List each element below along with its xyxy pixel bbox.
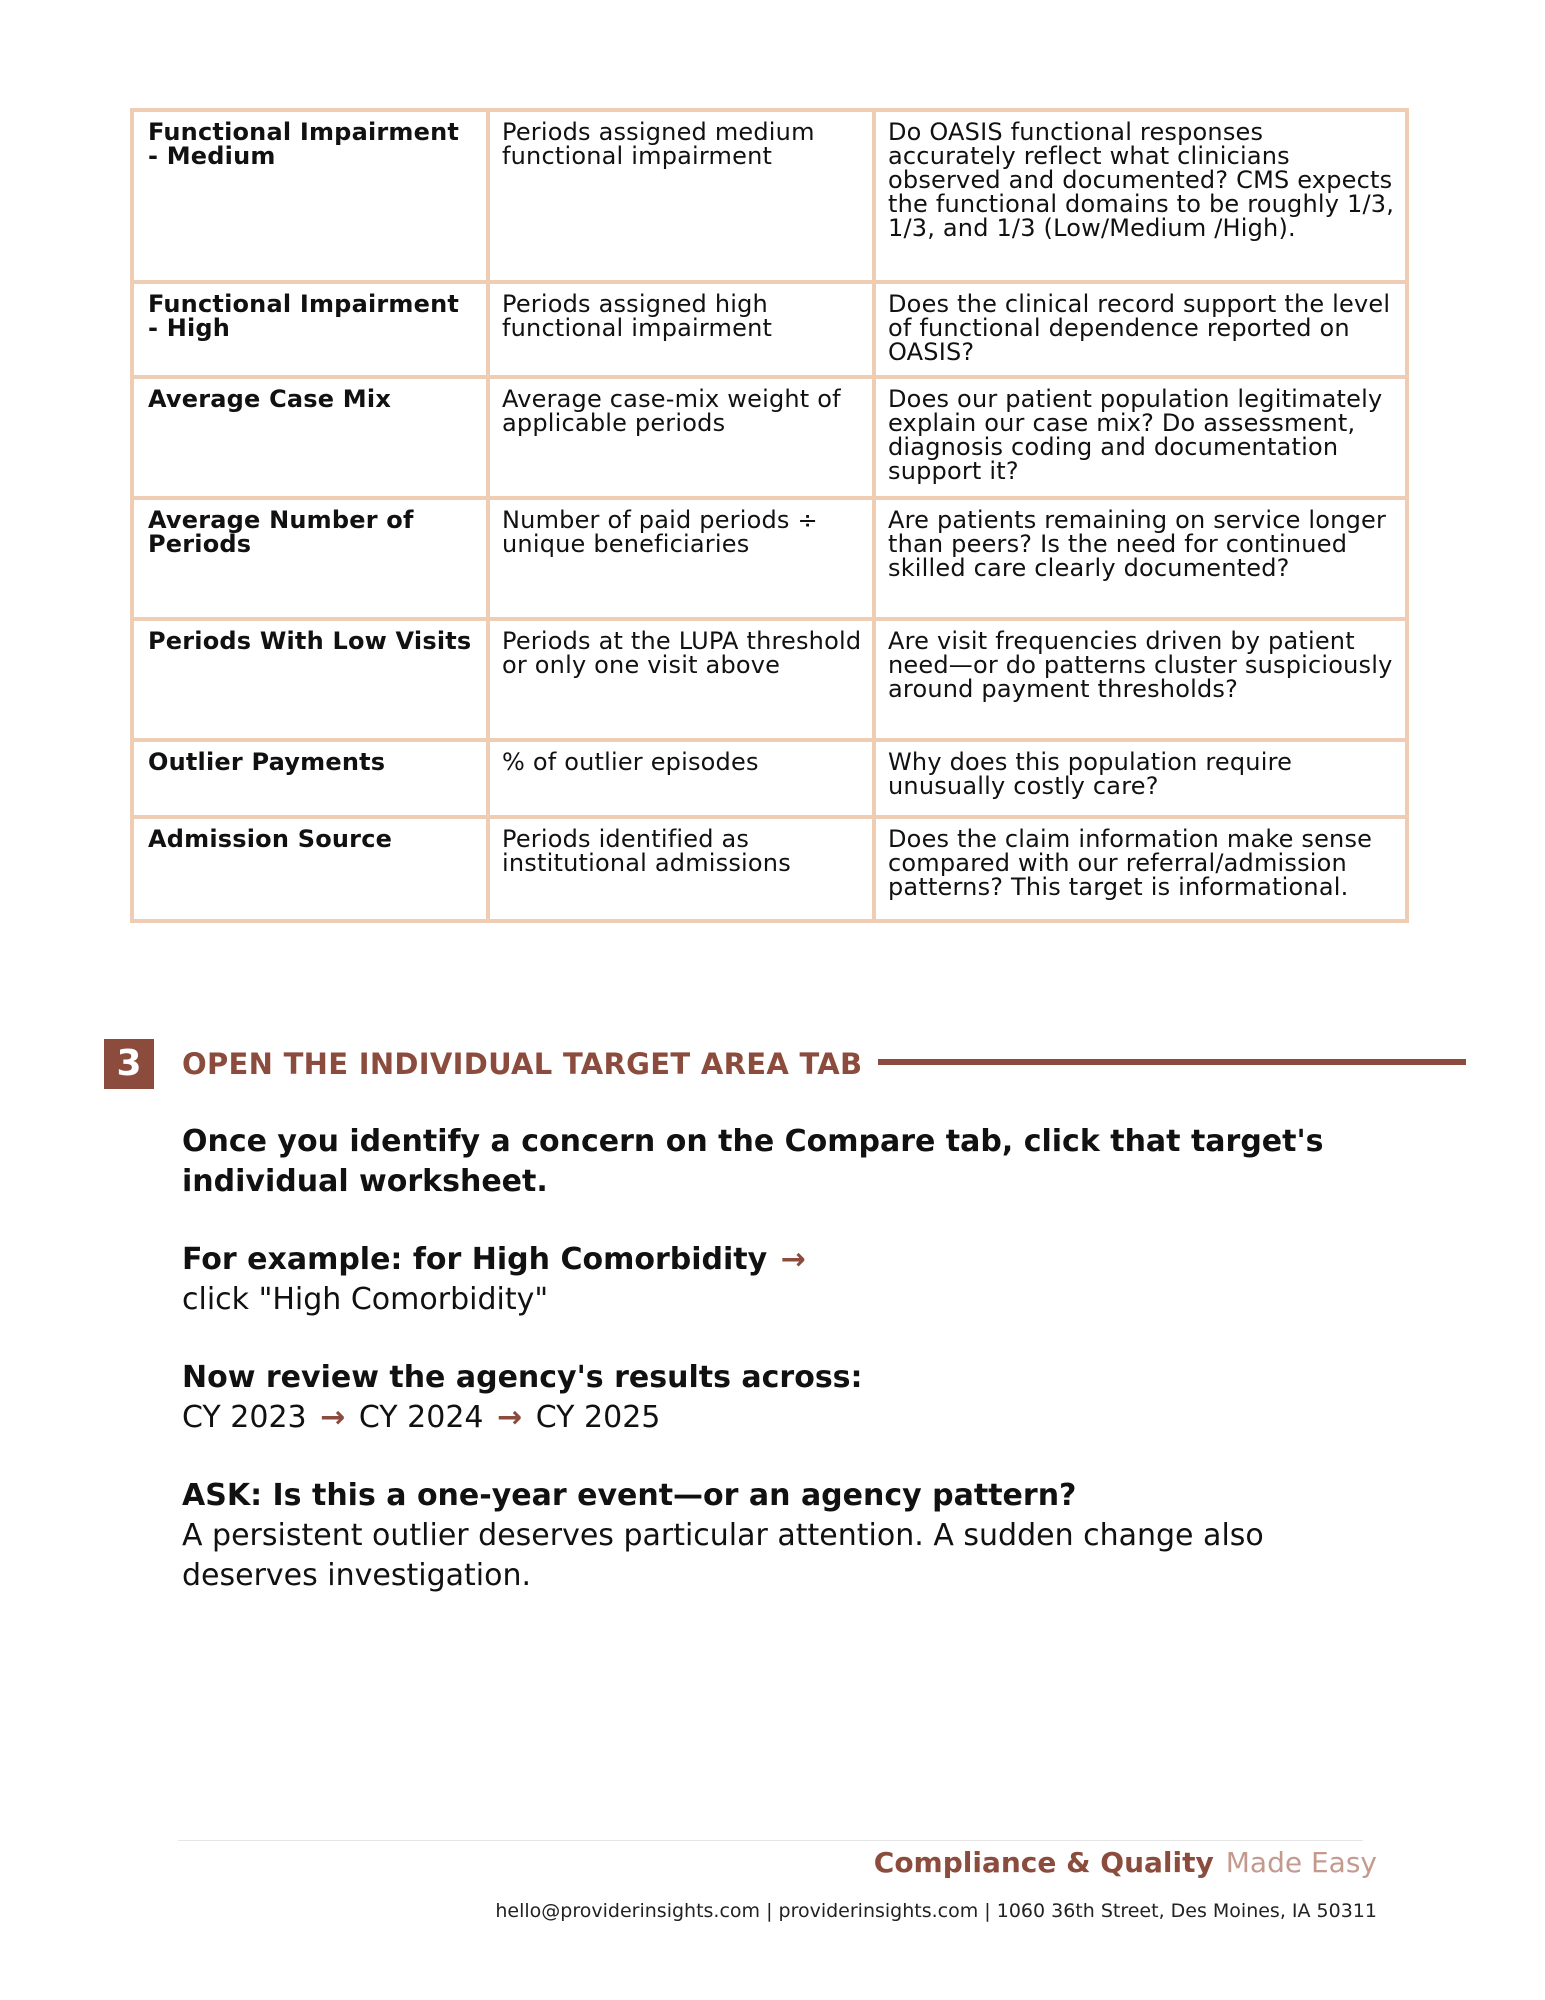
target-cell: Admission Source bbox=[132, 817, 488, 921]
example-paragraph bbox=[182, 1240, 1332, 1320]
table-row bbox=[132, 740, 1407, 817]
table-row bbox=[132, 282, 1407, 377]
ask-explanation: A persistent outlier deserves particular attention. A sudden change also deserves investigation. bbox=[182, 1518, 1264, 1593]
table-row bbox=[132, 377, 1407, 498]
target-cell: Periods With Low Visits bbox=[132, 619, 488, 740]
example-lead: For example: for High Comorbidity bbox=[182, 1242, 768, 1277]
tagline-strong: Compliance & Quality bbox=[873, 1846, 1214, 1879]
question-cell: Does our patient population legitimately explain our case mix? Do assessment, diagnosis coding and documentation support it? bbox=[874, 377, 1407, 498]
review-lead: Now review the agency's results across: bbox=[182, 1360, 863, 1395]
question-cell: Why does this population require unusually costly care? bbox=[874, 740, 1407, 817]
footer-contact: hello@providerinsights.com | providerinsights.com | 1060 36th Street, Des Moines, IA 50311 bbox=[495, 1900, 1377, 1922]
measures-cell: Periods assigned medium functional impairment bbox=[488, 110, 874, 282]
ask-lead: ASK: Is this a one-year event—or an agency pattern? bbox=[182, 1478, 1077, 1513]
table-row bbox=[132, 619, 1407, 740]
question-cell: Are patients remaining on service longer than peers? Is the need for continued skilled care clearly documented? bbox=[874, 498, 1407, 619]
step-title: OPEN THE INDIVIDUAL TARGET AREA TAB bbox=[182, 1047, 863, 1081]
measures-cell: Periods identified as institutional admissions bbox=[488, 817, 874, 921]
question-cell: Are visit frequencies driven by patient need—or do patterns cluster suspiciously around payment thresholds? bbox=[874, 619, 1407, 740]
footer-tagline bbox=[874, 1845, 1377, 1881]
target-cell: Outlier Payments bbox=[132, 740, 488, 817]
tagline-light: Made Easy bbox=[1225, 1846, 1377, 1879]
measures-cell: Periods at the LUPA threshold or only one visit above bbox=[488, 619, 874, 740]
table-row bbox=[132, 110, 1407, 282]
footer-divider bbox=[178, 1840, 1363, 1841]
table-row bbox=[132, 498, 1407, 619]
arrow-right-icon: → bbox=[320, 1400, 346, 1435]
measures-cell: % of outlier episodes bbox=[488, 740, 874, 817]
target-cell: Functional Impairment - Medium bbox=[132, 110, 488, 282]
target-cell: Average Case Mix bbox=[132, 377, 488, 498]
arrow-right-icon: → bbox=[497, 1400, 523, 1435]
target-cell: Average Number of Periods bbox=[132, 498, 488, 619]
example-instruction: click "High Comorbidity" bbox=[182, 1282, 549, 1317]
target-cell: Functional Impairment - High bbox=[132, 282, 488, 377]
question-cell: Does the claim information make sense compared with our referral/admission patterns? This target is informational. bbox=[874, 817, 1407, 921]
arrow-right-icon: → bbox=[780, 1242, 806, 1277]
measures-cell: Number of paid periods ÷ unique beneficiaries bbox=[488, 498, 874, 619]
year-label: CY 2024 bbox=[358, 1400, 484, 1435]
review-paragraph bbox=[182, 1358, 1332, 1438]
step-number-badge: 3 bbox=[104, 1039, 154, 1089]
measures-cell: Periods assigned high functional impairment bbox=[488, 282, 874, 377]
target-area-table bbox=[130, 108, 1409, 923]
section-divider bbox=[878, 1059, 1466, 1065]
year-label: CY 2023 bbox=[182, 1400, 307, 1435]
measures-cell: Average case-mix weight of applicable periods bbox=[488, 377, 874, 498]
table-row bbox=[132, 817, 1407, 921]
ask-paragraph bbox=[182, 1476, 1332, 1596]
question-cell: Do OASIS functional responses accurately reflect what clinicians observed and documented? CMS expects the functional domains to be roughly 1/3, 1/3, and 1/3 (Low/Medium /High). bbox=[874, 110, 1407, 282]
intro-paragraph: Once you identify a concern on the Compare tab, click that target's individual worksheet. bbox=[182, 1124, 1324, 1199]
question-cell: Does the clinical record support the level of functional dependence reported on OASIS? bbox=[874, 282, 1407, 377]
year-label: CY 2025 bbox=[535, 1400, 661, 1435]
